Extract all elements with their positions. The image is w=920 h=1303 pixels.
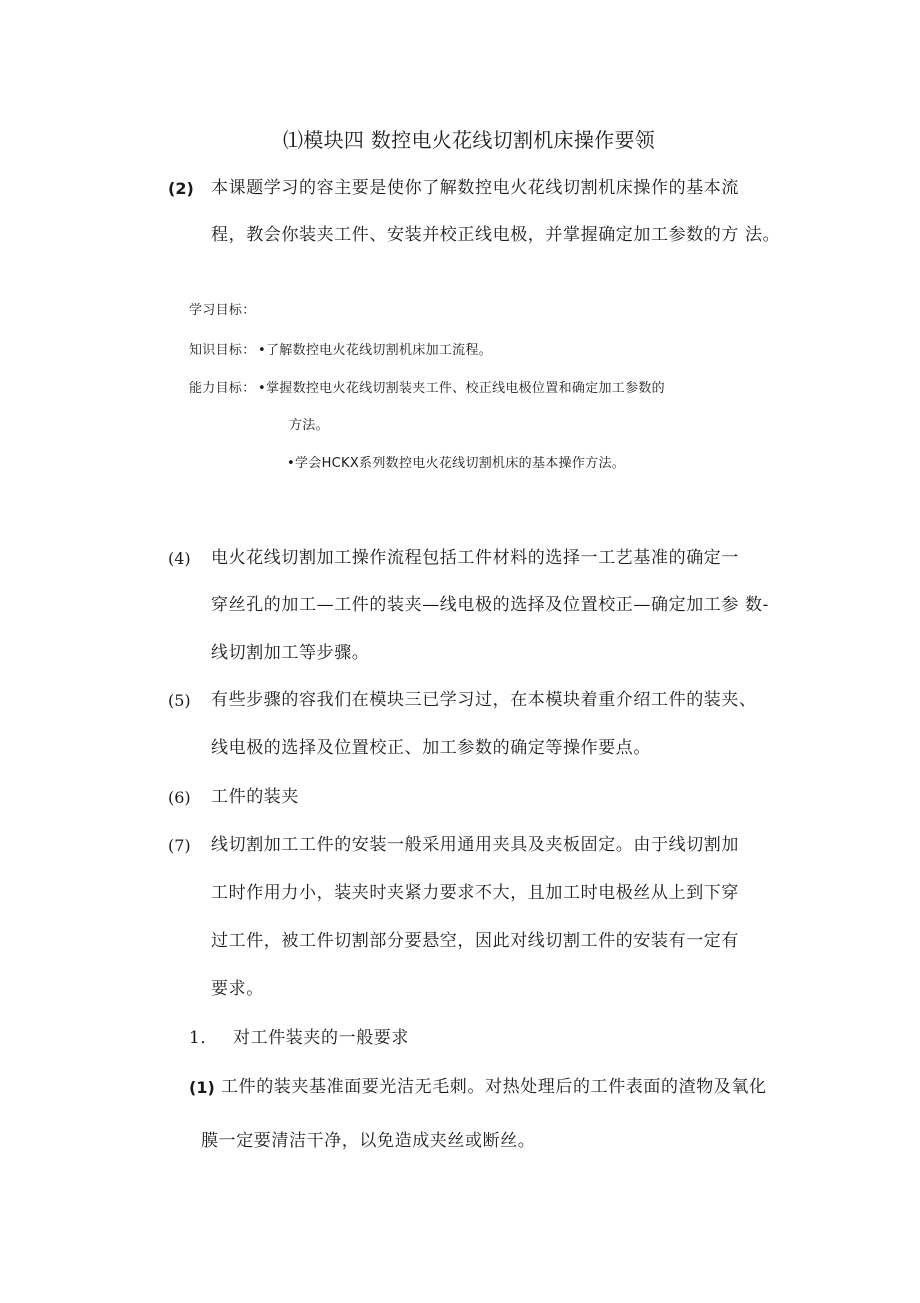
para7-line-4: 要求。	[211, 979, 264, 999]
para5-number: (5)	[168, 691, 191, 710]
para4-number: (4)	[168, 549, 191, 568]
para7-line-3: 过工件，被工件切割部分要悬空，因此对线切割工件的安装有一定有	[211, 931, 739, 951]
para6-number: (6)	[168, 788, 191, 807]
intro-number: (2)	[168, 179, 194, 198]
req1-line-1: 工件的装夹基准面要光洁无毛刺。对热处理后的工件表面的渣物及氧化	[221, 1077, 767, 1097]
ability-item-2: •学会HCKX系列数控电火花线切割机床的基本操作方法。	[287, 456, 626, 471]
req1-number: (1)	[189, 1078, 215, 1097]
para5-line-1: 有些步骤的容我们在模块三已学习过，在本模块着重介绍工件的装夹、	[211, 690, 757, 710]
para4-line-3: 线切割加工等步骤。	[211, 643, 370, 663]
para7-number: (7)	[168, 836, 191, 855]
knowledge-item: •了解数控电火花线切割机床加工流程。	[258, 343, 493, 358]
section1-heading: 对工件装夹的一般要求	[233, 1028, 409, 1048]
req1-line-2: 膜一定要清洁干净，以免造成夹丝或断丝。	[201, 1131, 536, 1151]
para4-line-2: 穿丝孔的加工—工件的装夹—线电极的选择及位置校正—确定加工参 数-	[211, 595, 769, 615]
intro-line-2: 程，教会你装夹工件、安装并校正线电极，并掌握确定加工参数的方 法。	[211, 225, 781, 245]
knowledge-label: 知识目标：	[189, 343, 256, 358]
para6-heading: 工件的装夹	[211, 787, 299, 807]
para4-line-1: 电火花线切割加工操作流程包括工件材料的选择一工艺基准的确定一	[211, 548, 739, 568]
ability-label: 能力目标：	[189, 381, 256, 396]
intro-line-1: 本课题学习的容主要是使你了解数控电火花线切割机床操作的基本流	[211, 178, 739, 198]
page-title: ⑴模块四 数控电火花线切割机床操作要领	[283, 128, 656, 152]
para7-line-1: 线切割加工工件的安装一般采用通用夹具及夹板固定。由于线切割加	[211, 835, 739, 855]
objectives-heading: 学习目标：	[189, 303, 256, 318]
ability-item-1-line-1: •掌握数控电火花线切割装夹工件、校正线电极位置和确定加工参数的	[258, 381, 665, 396]
section1-number: 1．	[189, 1028, 219, 1048]
para5-line-2: 线电极的选择及位置校正、加工参数的确定等操作要点。	[211, 738, 651, 758]
para7-line-2: 工时作用力小，装夹时夹紧力要求不大，且加工时电极丝从上到下穿	[211, 883, 739, 903]
ability-item-1-line-2: 方法。	[289, 418, 329, 433]
